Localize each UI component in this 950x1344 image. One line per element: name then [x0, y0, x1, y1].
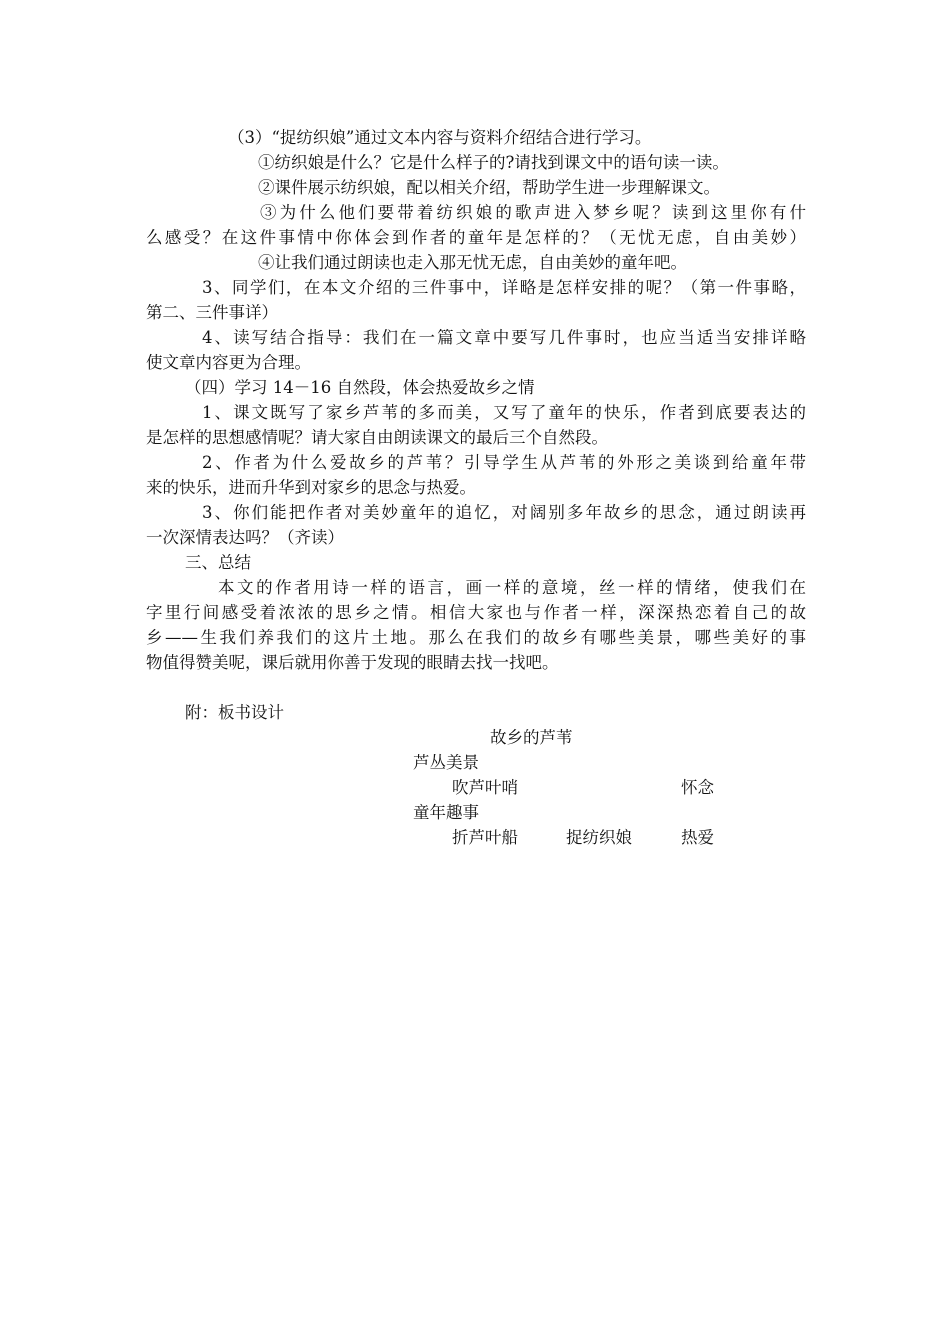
paragraph-line: 3、你们能把作者对美妙童年的追忆，对阔别多年故乡的思念，通过朗读再 [202, 503, 806, 522]
board-feeling-nostalgia: 怀念 [681, 778, 714, 797]
paragraph-line: 么感受？在这件事情中你体会到作者的童年是怎样的？（无忧无虑，自由美妙） [146, 228, 806, 247]
paragraph-line: 来的快乐，进而升华到对家乡的思念与热爱。 [146, 478, 476, 497]
paragraph-line: 1、课文既写了家乡芦苇的多而美，又写了童年的快乐，作者到底要表达的 [202, 403, 806, 422]
board-item-catch-katydid: 捉纺织娘 [566, 828, 632, 847]
paragraph-line: 3、同学们，在本文介绍的三件事中，详略是怎样安排的呢？（第一件事略， [202, 278, 806, 297]
paragraph-line: 使文章内容更为合理。 [146, 353, 311, 372]
paragraph-line: ②课件展示纺织娘，配以相关介绍，帮助学生进一步理解课文。 [258, 178, 720, 197]
board-item-reed-whistle: 吹芦叶哨 [452, 778, 518, 797]
paragraph-line: 第二、三件事详） [146, 303, 278, 322]
section-heading: （四）学习 14－16 自然段，体会热爱故乡之情 [185, 378, 535, 397]
board-section-childhood: 童年趣事 [413, 803, 479, 822]
board-heading: 附：板书设计 [185, 703, 284, 722]
board-title: 故乡的芦苇 [490, 728, 573, 747]
paragraph-line: 乡——生我们养我们的这片土地。那么在我们的故乡有哪些美景，哪些美好的事 [146, 628, 806, 647]
paragraph-line: 本文的作者用诗一样的语言，画一样的意境，丝一样的情绪，使我们在 [218, 578, 806, 597]
paragraph-line: 4、读写结合指导：我们在一篇文章中要写几件事时，也应当适当安排详略 [202, 328, 806, 347]
board-section-scenery: 芦丛美景 [413, 753, 479, 772]
section-heading: 三、总结 [185, 553, 251, 572]
paragraph-line: 2、作者为什么爱故乡的芦苇？引导学生从芦苇的外形之美谈到给童年带 [202, 453, 806, 472]
paragraph-line: ④让我们通过朗读也走入那无忧无虑，自由美妙的童年吧。 [258, 253, 687, 272]
paragraph-line: ①纺织娘是什么？它是什么样子的?请找到课文中的语句读一读。 [258, 153, 729, 172]
paragraph-line: 物值得赞美呢，课后就用你善于发现的眼睛去找一找吧。 [146, 653, 559, 672]
board-feeling-love: 热爱 [681, 828, 714, 847]
paragraph-line: （3）“捉纺织娘”通过文本内容与资料介绍结合进行学习。 [228, 128, 652, 147]
paragraph-line: 字里行间感受着浓浓的思乡之情。相信大家也与作者一样，深深热恋着自己的故 [146, 603, 806, 622]
board-item-reed-boat: 折芦叶船 [452, 828, 518, 847]
paragraph-line: 是怎样的思想感情呢？请大家自由朗读课文的最后三个自然段。 [146, 428, 608, 447]
paragraph-line: ③为什么他们要带着纺织娘的歌声进入梦乡呢？读到这里你有什 [260, 203, 806, 222]
paragraph-line: 一次深情表达吗？（齐读） [146, 528, 344, 547]
